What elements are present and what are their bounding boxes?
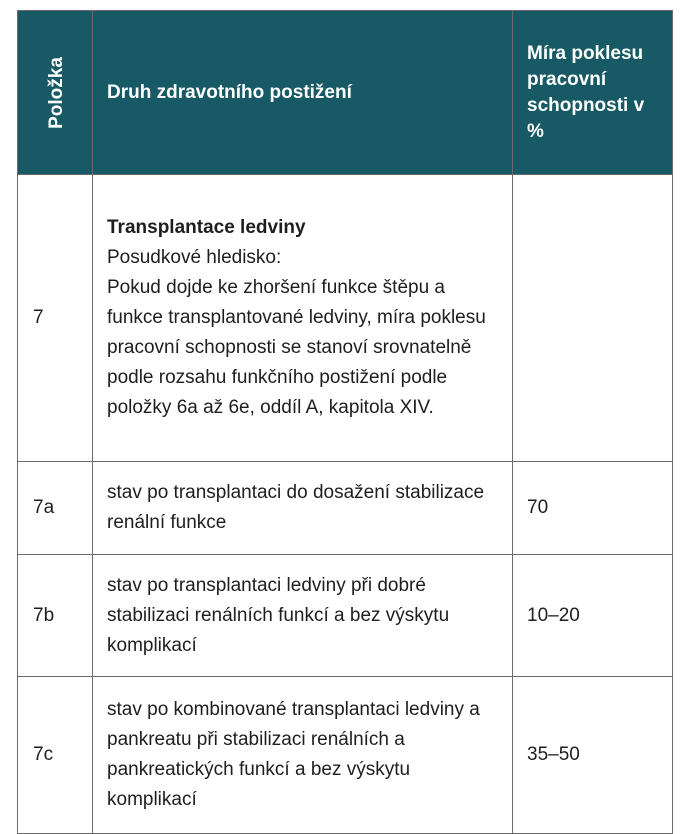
disability-table (17, 10, 673, 834)
rate-cell: 70 (513, 462, 673, 555)
rate-cell: 35–50 (513, 677, 673, 834)
item-cell: 7c (18, 677, 93, 834)
header-type-label: Druh zdravotního postižení (107, 81, 352, 103)
header-rate-label: Míra poklesu pracovní schopnosti v % (527, 42, 645, 142)
table-header-row (18, 11, 673, 175)
description-title: Transplantace ledviny (107, 217, 306, 238)
table-row (18, 175, 673, 462)
header-rate (513, 11, 673, 175)
item-cell: 7a (18, 462, 93, 555)
header-item-label: Položka (46, 56, 67, 129)
rate-cell (513, 175, 673, 462)
header-type (93, 11, 513, 175)
description-text: Pokud dojde ke zhoršení funkce štěpu a funkce transplantované ledviny, míra poklesu pracovní schopnosti se stanoví srovnatelně podle rozsahu funkčního postižení podle položky 6a až 6e, oddíl A, kapitola XIV. (107, 277, 486, 418)
description-cell: stav po transplantaci do dosažení stabilizace renální funkce (93, 462, 513, 555)
table-row (18, 555, 673, 677)
description-cell: stav po kombinované transplantaci ledviny a pankreatu při stabilizaci renálních a pankreatických funkcí a bez výskytu komplikací (93, 677, 513, 834)
item-cell: 7b (18, 555, 93, 677)
header-item (18, 11, 93, 175)
rate-cell: 10–20 (513, 555, 673, 677)
table-row (18, 462, 673, 555)
table-row (18, 677, 673, 834)
item-cell: 7 (18, 175, 93, 462)
description-cell (93, 175, 513, 462)
description-cell: stav po transplantaci ledviny při dobré stabilizaci renálních funkcí a bez výskytu komplikací (93, 555, 513, 677)
description-subtitle: Posudkové hledisko: (107, 247, 282, 268)
